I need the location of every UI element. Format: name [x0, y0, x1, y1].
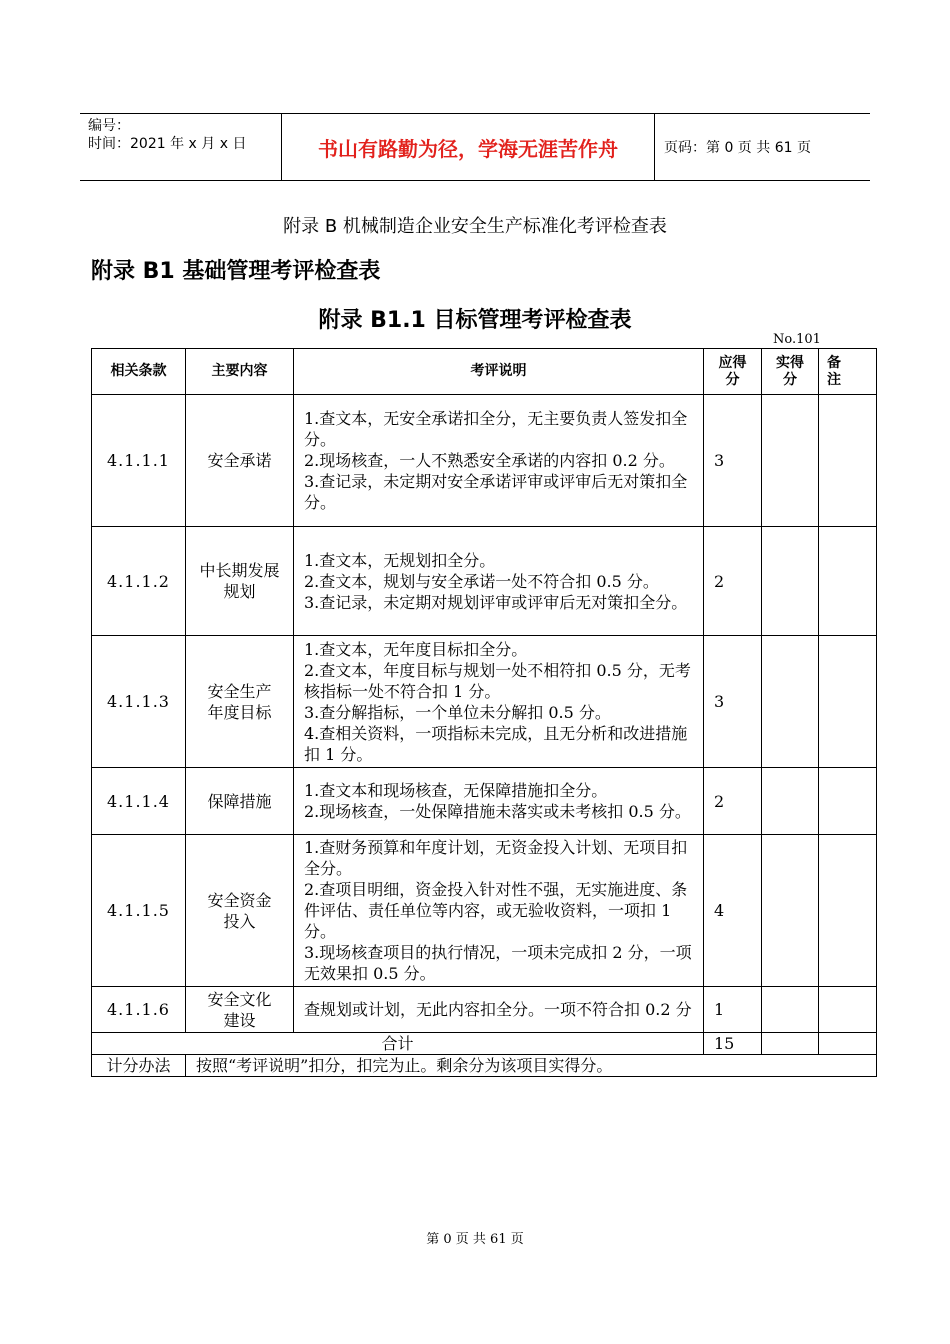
content-cell: 安全生产 年度目标	[186, 636, 294, 768]
header-score-text: 应得分	[718, 354, 747, 388]
desc-line: 3.现场核查项目的执行情况，一项未完成扣 2 分，一项无效果扣 0.5 分。	[304, 943, 692, 983]
number-label: 编号：	[88, 118, 130, 134]
desc-line: 1.查文本，无安全承诺扣全分，无主要负责人签发扣全分。	[304, 409, 688, 449]
desc-line: 3.查记录，未定期对安全承诺评审或评审后无对策扣全分。	[304, 472, 688, 512]
remark-cell[interactable]	[819, 835, 877, 987]
desc-cell	[294, 768, 704, 835]
header-clause: 相关条款	[92, 349, 186, 395]
clause-cell: 4.1.1.6	[92, 987, 186, 1033]
score-cell: 3	[704, 636, 762, 768]
actual-cell[interactable]	[762, 527, 819, 636]
actual-cell[interactable]	[762, 395, 819, 527]
remark-cell[interactable]	[819, 527, 877, 636]
total-row	[92, 1033, 877, 1055]
document-header	[80, 113, 870, 181]
header-meta	[88, 117, 283, 153]
actual-cell[interactable]	[762, 636, 819, 768]
content-cell: 安全承诺	[186, 395, 294, 527]
method-text: 按照“考评说明”扣分，扣完为止。剩余分为该项目实得分。	[186, 1055, 877, 1077]
desc-line: 2.查项目明细，资金投入针对性不强，无实施进度、条件评估、责任单位等内容，或无验收资料，一项扣 1 分。	[304, 880, 688, 941]
header-page-info: 页码：第 0 页 共 61 页	[664, 140, 811, 156]
table-number: No.101	[773, 332, 821, 347]
score-cell: 3	[704, 395, 762, 527]
actual-cell[interactable]	[762, 987, 819, 1033]
table-header-row	[92, 349, 877, 395]
header-actual	[762, 349, 819, 395]
desc-line: 1.查文本和现场核查，无保障措施扣全分。	[304, 781, 608, 800]
desc-cell	[294, 636, 704, 768]
section-title: 附录 B1 基础管理考评检查表	[91, 259, 381, 284]
header-remark-text: 备注	[827, 354, 841, 388]
desc-line: 1.查财务预算和年度计划，无资金投入计划、无项目扣全分。	[304, 838, 688, 878]
desc-cell	[294, 527, 704, 636]
desc-cell	[294, 395, 704, 527]
table-row	[92, 835, 877, 987]
header-motto: 书山有路勤为径，学海无涯苦作舟	[318, 136, 618, 161]
score-cell: 2	[704, 527, 762, 636]
page-footer: 第 0 页 共 61 页	[426, 1232, 524, 1247]
desc-line: 2.现场核查，一人不熟悉安全承诺的内容扣 0.2 分。	[304, 451, 675, 470]
remark-cell[interactable]	[819, 636, 877, 768]
clause-cell: 4.1.1.1	[92, 395, 186, 527]
desc-line: 1.查文本，无年度目标扣全分。	[304, 639, 528, 659]
desc-line: 1.查文本，无规划扣全分。	[304, 550, 496, 570]
time-label: 时间：2021 年 x 月 x 日	[88, 136, 247, 152]
total-label: 合计	[92, 1033, 704, 1055]
desc-line: 查规划或计划，无此内容扣全分。一项不符合扣 0.2 分	[304, 1000, 692, 1019]
table-row	[92, 636, 877, 768]
actual-cell[interactable]	[762, 768, 819, 835]
table-row	[92, 768, 877, 835]
desc-line: 2.现场核查，一处保障措施未落实或未考核扣 0.5 分。	[304, 802, 691, 821]
header-score	[704, 349, 762, 395]
clause-cell: 4.1.1.5	[92, 835, 186, 987]
checklist-table	[91, 348, 877, 1077]
header-content: 主要内容	[186, 349, 294, 395]
actual-cell[interactable]	[762, 835, 819, 987]
table-row	[92, 987, 877, 1033]
score-cell: 2	[704, 768, 762, 835]
total-actual-cell[interactable]	[762, 1033, 819, 1055]
content-cell: 安全文化 建设	[186, 987, 294, 1033]
remark-cell[interactable]	[819, 987, 877, 1033]
total-remark-cell[interactable]	[819, 1033, 877, 1055]
header-remark	[819, 349, 877, 395]
header-actual-text: 实得分	[776, 354, 804, 388]
content-cell: 中长期发展 规划	[186, 527, 294, 636]
table-row	[92, 527, 877, 636]
remark-cell[interactable]	[819, 395, 877, 527]
desc-line: 3.查分解指标，一个单位未分解扣 0.5 分。	[304, 702, 611, 722]
remark-cell[interactable]	[819, 768, 877, 835]
content-cell: 安全资金 投入	[186, 835, 294, 987]
clause-cell: 4.1.1.4	[92, 768, 186, 835]
desc-line: 2.查文本，规划与安全承诺一处不符合扣 0.5 分。	[304, 571, 659, 591]
score-cell: 1	[704, 987, 762, 1033]
method-label: 计分办法	[92, 1055, 186, 1077]
method-row	[92, 1055, 877, 1077]
desc-cell	[294, 835, 704, 987]
appendix-title: 附录 B 机械制造企业安全生产标准化考评检查表	[283, 216, 667, 237]
clause-cell: 4.1.1.3	[92, 636, 186, 768]
desc-line: 2.查文本，年度目标与规划一处不相符扣 0.5 分，无考核指标一处不符合扣 1 分。	[304, 660, 691, 701]
desc-line: 4.查相关资料，一项指标未完成，且无分析和改进措施扣 1 分。	[304, 723, 688, 764]
table-row	[92, 395, 877, 527]
score-cell: 4	[704, 835, 762, 987]
table-title: 附录 B1.1 目标管理考评检查表	[318, 308, 632, 333]
total-score: 15	[704, 1033, 762, 1055]
desc-line: 3.查记录，未定期对规划评审或评审后无对策扣全分。	[304, 592, 688, 612]
desc-cell	[294, 987, 704, 1033]
header-desc: 考评说明	[294, 349, 704, 395]
clause-cell: 4.1.1.2	[92, 527, 186, 636]
header-divider-right	[654, 114, 655, 180]
content-cell: 保障措施	[186, 768, 294, 835]
